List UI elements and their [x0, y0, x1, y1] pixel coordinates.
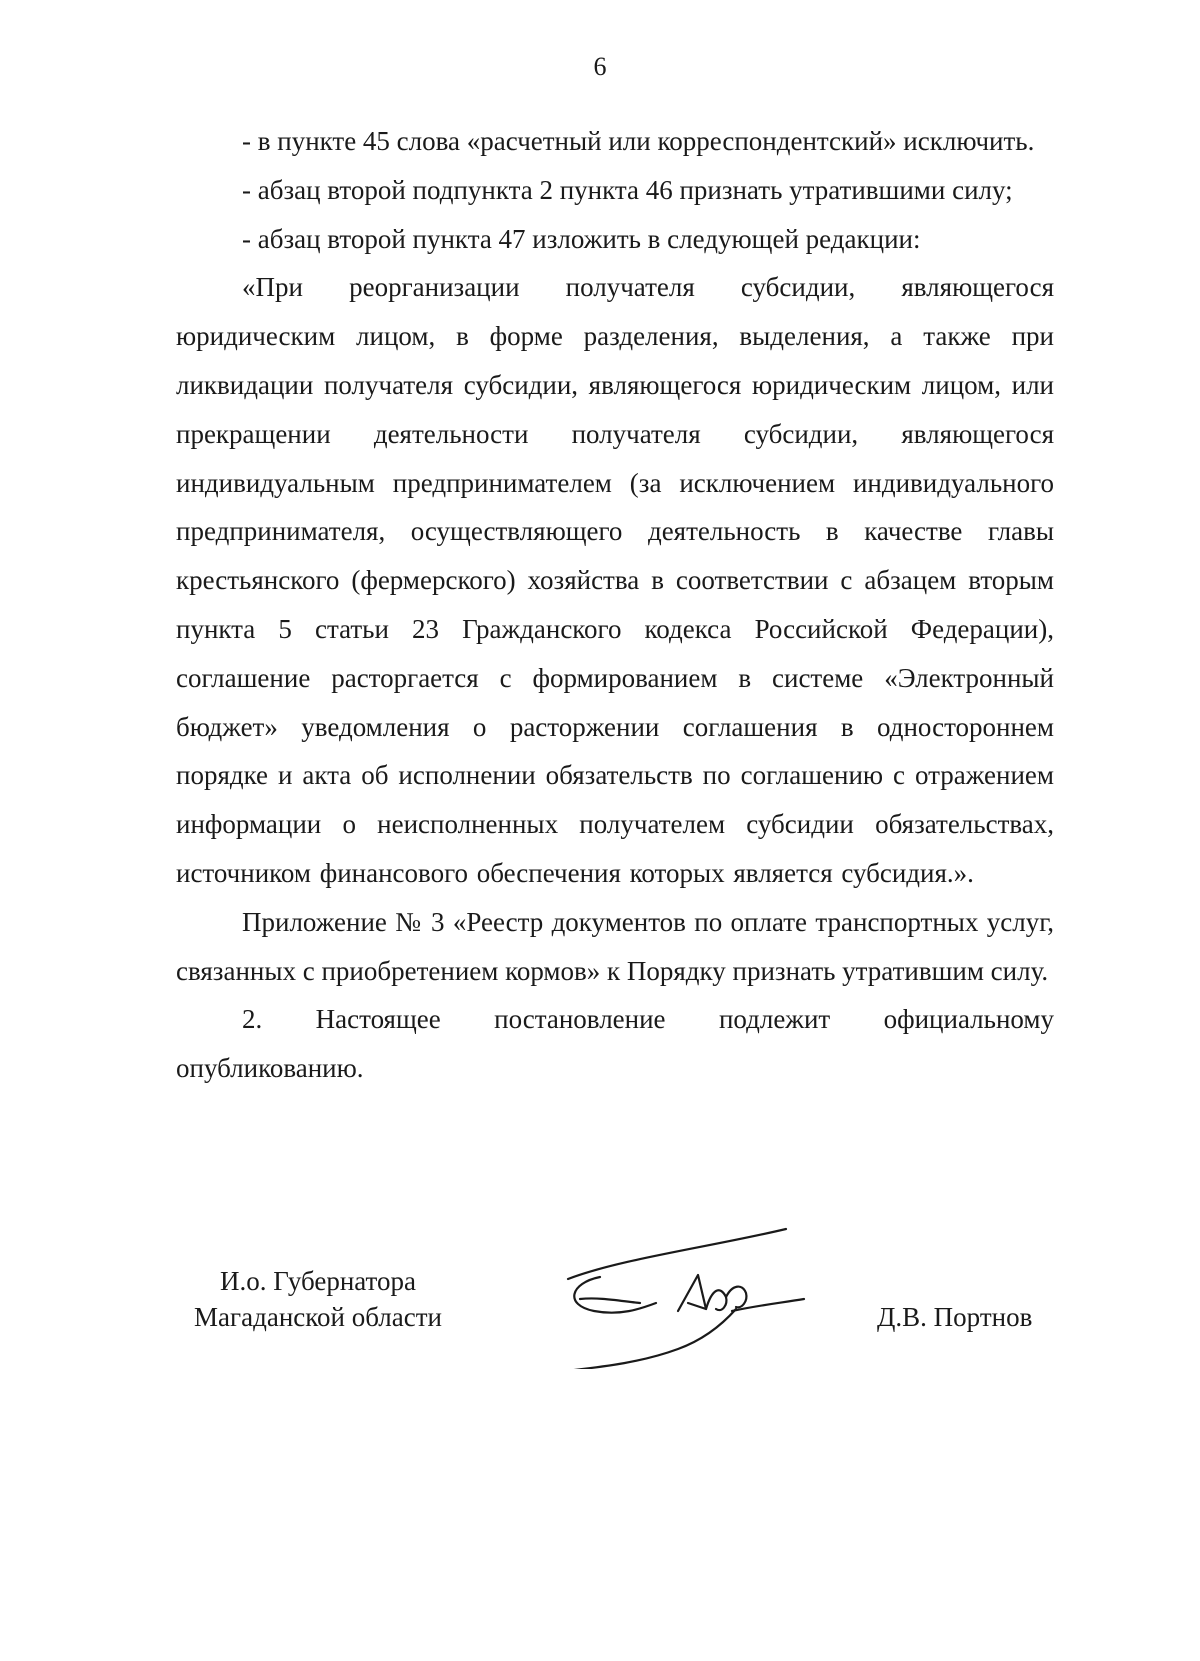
paragraph-item-45: - в пункте 45 слова «расчетный или корреспондентский» исключить. — [242, 126, 1035, 156]
paragraph-item-47: - абзац второй пункта 47 изложить в следующей редакции: — [242, 223, 921, 254]
signer-position-line1: И.о. Губернатора — [219, 1266, 416, 1296]
paragraph-item-46: - абзац второй подпункта 2 пункта 46 признать утратившими силу; — [242, 174, 1013, 205]
document-body — [176, 117, 1054, 1093]
handwritten-signature-icon — [560, 1219, 840, 1369]
signature-block — [0, 1263, 1200, 1383]
paragraph-annex-3: Приложение № 3 «Реестр документов по оплате транспортных услуг, связанных с приобретением кормов» к Порядку признать утратившим силу. — [176, 906, 1054, 986]
page-number: 6 — [593, 52, 607, 81]
paragraph-clause-2: 2. Настоящее постановление подлежит официальному опубликованию. — [176, 1004, 1054, 1084]
signer-position — [178, 1263, 458, 1335]
paragraph-quoted-amendment: «При реорганизации получателя субсидии, являющегося юридическим лицом, в форме разделения, выделения, а также при ликвидации получателя субсидии, являющегося юридическим лицом, или прекращении деятельности получателя субсидии, являющегося индивидуальным предпринимателем (за исключением индивидуального предпринимателя, осуществляющего деятельность в качестве главы крестьянского (фермерского) хозяйства в соответствии с абзацем вторым пункта 5 статьи 23 Гражданского кодекса Российской Федерации), соглашение расторгается с формированием в системе «Электронный бюджет» уведомления о расторжении соглашения в одностороннем порядке и акта об исполнении обязательств по соглашению с отражением информации о неисполненных получателем субсидии обязательствах, источником финансового обеспечения которых является субсидия.». — [176, 272, 1054, 888]
signer-name: Д.В. Портнов — [877, 1302, 1033, 1332]
signer-position-line2: Магаданской области — [194, 1302, 442, 1332]
